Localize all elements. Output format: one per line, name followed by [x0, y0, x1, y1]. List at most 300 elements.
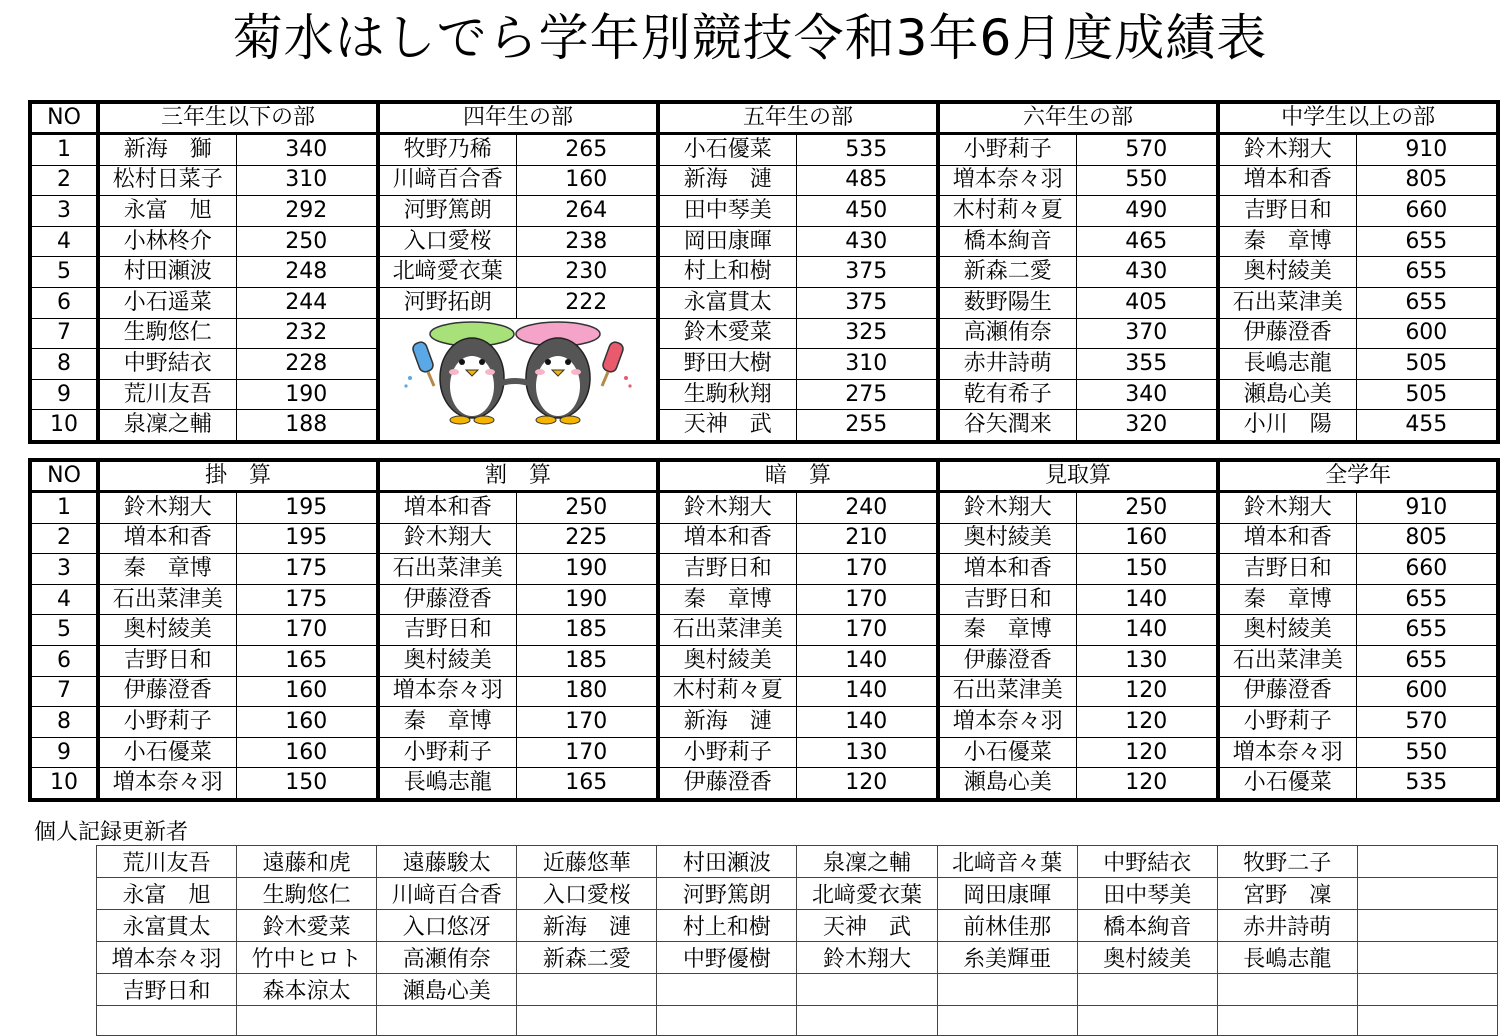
no-header: NO	[30, 102, 98, 134]
record-holder-name: 永富貫太	[97, 910, 237, 942]
student-name: 石出菜津美	[1218, 287, 1356, 318]
record-holder-name: 中野優樹	[657, 942, 797, 974]
score: 310	[236, 165, 378, 196]
record-holder-name	[97, 1006, 237, 1036]
score: 230	[516, 257, 658, 288]
rank-number: 10	[30, 410, 98, 442]
score: 185	[516, 615, 658, 646]
student-name: 増本和香	[938, 554, 1076, 585]
record-holder-name: 泉凜之輔	[797, 846, 937, 878]
score: 195	[236, 523, 378, 554]
student-name: 小野莉子	[938, 134, 1076, 166]
score: 310	[796, 349, 938, 380]
student-name: 秦 章博	[1218, 226, 1356, 257]
student-name: 伊藤澄香	[378, 584, 516, 615]
score: 485	[796, 165, 938, 196]
table-row	[30, 349, 1498, 380]
score: 170	[796, 554, 938, 585]
student-name: 鈴木翔大	[378, 523, 516, 554]
popsicle-left-icon	[404, 341, 434, 388]
score: 600	[1356, 318, 1498, 349]
score: 340	[236, 134, 378, 166]
score: 910	[1356, 134, 1498, 166]
record-holders-table	[96, 845, 1498, 1036]
student-name: 小石優菜	[658, 134, 796, 166]
student-name: 鈴木翔大	[1218, 492, 1356, 524]
score: 140	[796, 645, 938, 676]
record-holder-name	[377, 1006, 517, 1036]
score: 455	[1356, 410, 1498, 442]
student-name: 永富 旭	[98, 196, 236, 227]
page-title: 菊水はしでら学年別競技令和3年6月度成績表	[232, 9, 1268, 67]
student-name: 入口愛桜	[378, 226, 516, 257]
student-name: 奥村綾美	[378, 645, 516, 676]
student-name: 鈴木翔大	[938, 492, 1076, 524]
student-name: 長嶋志龍	[378, 768, 516, 800]
student-name: 谷矢潤来	[938, 410, 1076, 442]
score: 170	[236, 615, 378, 646]
rank-number: 8	[30, 349, 98, 380]
popsicle-right-icon	[601, 341, 631, 388]
score: 130	[1076, 645, 1218, 676]
rank-number: 8	[30, 707, 98, 738]
score: 222	[516, 287, 658, 318]
score: 375	[796, 287, 938, 318]
score: 160	[236, 676, 378, 707]
student-name: 吉野日和	[378, 615, 516, 646]
score: 535	[1356, 768, 1498, 800]
record-holder-name	[1357, 942, 1497, 974]
score: 140	[796, 707, 938, 738]
table-row	[30, 676, 1498, 707]
score: 465	[1076, 226, 1218, 257]
table-row	[30, 615, 1498, 646]
table-row	[30, 410, 1498, 442]
table-row	[30, 768, 1498, 800]
student-name: 高瀬侑奈	[938, 318, 1076, 349]
score: 225	[516, 523, 658, 554]
score: 160	[516, 165, 658, 196]
score: 805	[1356, 523, 1498, 554]
table-row	[30, 523, 1498, 554]
score: 120	[1076, 768, 1218, 800]
score: 450	[796, 196, 938, 227]
rank-number: 1	[30, 134, 98, 166]
record-holder-name: 村上和樹	[657, 910, 797, 942]
subject-ranking-table	[28, 458, 1500, 802]
score: 160	[1076, 523, 1218, 554]
column-header: 見取算	[938, 460, 1218, 492]
student-name: 長嶋志龍	[1218, 349, 1356, 380]
student-name: 石出菜津美	[1218, 645, 1356, 676]
table-row	[30, 196, 1498, 227]
record-holder-name: 吉野日和	[97, 974, 237, 1006]
student-name: 村上和樹	[658, 257, 796, 288]
student-name: 荒川友吾	[98, 379, 236, 410]
score: 175	[236, 554, 378, 585]
score: 655	[1356, 615, 1498, 646]
student-name: 増本和香	[378, 492, 516, 524]
score: 405	[1076, 287, 1218, 318]
student-name: 小野莉子	[658, 737, 796, 768]
student-name: 河野拓朗	[378, 287, 516, 318]
score: 120	[1076, 707, 1218, 738]
student-name: 増本和香	[658, 523, 796, 554]
student-name: 増本奈々羽	[1218, 737, 1356, 768]
record-holder-name: 川﨑百合香	[377, 878, 517, 910]
rank-number: 1	[30, 492, 98, 524]
student-name: 北﨑愛衣葉	[378, 257, 516, 288]
record-holder-name: 入口愛桜	[517, 878, 657, 910]
record-holder-name: 中野結衣	[1077, 846, 1217, 878]
score: 165	[236, 645, 378, 676]
score: 550	[1076, 165, 1218, 196]
table-row	[30, 737, 1498, 768]
header-row	[30, 102, 1498, 134]
score: 375	[796, 257, 938, 288]
student-name: 村田瀬波	[98, 257, 236, 288]
record-holder-name	[1357, 910, 1497, 942]
student-name: 橋本絢音	[938, 226, 1076, 257]
rank-number: 3	[30, 554, 98, 585]
column-header: 全学年	[1218, 460, 1498, 492]
student-name: 乾有希子	[938, 379, 1076, 410]
rank-number: 6	[30, 287, 98, 318]
record-holder-name: 宮野 凜	[1217, 878, 1357, 910]
record-holder-name: 糸美輝亜	[937, 942, 1077, 974]
student-name: 増本奈々羽	[98, 768, 236, 800]
rank-number: 5	[30, 615, 98, 646]
student-name: 増本和香	[98, 523, 236, 554]
rank-number: 2	[30, 523, 98, 554]
record-holder-name: 入口悠冴	[377, 910, 517, 942]
student-name: 河野篤朗	[378, 196, 516, 227]
score: 600	[1356, 676, 1498, 707]
record-holder-name: 田中琴美	[1077, 878, 1217, 910]
column-header: 五年生の部	[658, 102, 938, 134]
record-holder-name	[1357, 1006, 1497, 1036]
score: 248	[236, 257, 378, 288]
record-row	[97, 846, 1498, 878]
student-name: 野田大樹	[658, 349, 796, 380]
record-holder-name	[1077, 974, 1217, 1006]
score: 130	[796, 737, 938, 768]
penguin-left-icon	[430, 322, 514, 424]
student-name: 新海 漣	[658, 165, 796, 196]
record-holder-name: 河野篤朗	[657, 878, 797, 910]
student-name: 増本和香	[1218, 523, 1356, 554]
student-name: 牧野乃稀	[378, 134, 516, 166]
record-holder-name: 生駒悠仁	[237, 878, 377, 910]
record-holder-name: 北﨑愛衣葉	[797, 878, 937, 910]
student-name: 増本奈々羽	[938, 707, 1076, 738]
student-name: 薮野陽生	[938, 287, 1076, 318]
student-name: 松村日菜子	[98, 165, 236, 196]
student-name: 吉野日和	[938, 584, 1076, 615]
student-name: 小林柊介	[98, 226, 236, 257]
student-name: 小石遥菜	[98, 287, 236, 318]
column-header: 中学生以上の部	[1218, 102, 1498, 134]
score: 655	[1356, 584, 1498, 615]
student-name: 秦 章博	[1218, 584, 1356, 615]
record-holder-name: 牧野二子	[1217, 846, 1357, 878]
rank-number: 7	[30, 318, 98, 349]
score: 655	[1356, 257, 1498, 288]
no-header: NO	[30, 460, 98, 492]
student-name: 吉野日和	[1218, 196, 1356, 227]
grade-ranking-table	[28, 100, 1500, 444]
record-row	[97, 878, 1498, 910]
table-row	[30, 645, 1498, 676]
record-holder-name	[657, 974, 797, 1006]
score: 320	[1076, 410, 1218, 442]
record-holder-name: 瀬島心美	[377, 974, 517, 1006]
student-name: 木村莉々夏	[938, 196, 1076, 227]
score: 910	[1356, 492, 1498, 524]
table-row	[30, 226, 1498, 257]
score: 170	[796, 615, 938, 646]
record-holder-name: 増本奈々羽	[97, 942, 237, 974]
score: 195	[236, 492, 378, 524]
student-name: 伊藤澄香	[1218, 676, 1356, 707]
record-holder-name: 新海 漣	[517, 910, 657, 942]
student-name: 伊藤澄香	[658, 768, 796, 800]
score: 660	[1356, 196, 1498, 227]
student-name: 新海 漣	[658, 707, 796, 738]
score: 120	[1076, 676, 1218, 707]
records-label: 個人記録更新者	[34, 820, 189, 845]
student-name: 奥村綾美	[658, 645, 796, 676]
score: 170	[516, 707, 658, 738]
record-holder-name: 鈴木愛菜	[237, 910, 377, 942]
student-name: 伊藤澄香	[1218, 318, 1356, 349]
student-name: 瀬島心美	[1218, 379, 1356, 410]
score: 120	[796, 768, 938, 800]
column-header: 掛 算	[98, 460, 378, 492]
rank-number: 10	[30, 768, 98, 800]
score: 185	[516, 645, 658, 676]
record-row	[97, 910, 1498, 942]
record-holder-name	[937, 974, 1077, 1006]
record-holder-name: 新森二愛	[517, 942, 657, 974]
table-row	[30, 134, 1498, 166]
record-holder-name: 高瀬侑奈	[377, 942, 517, 974]
score: 165	[516, 768, 658, 800]
score: 570	[1076, 134, 1218, 166]
table-row	[30, 492, 1498, 524]
student-name: 田中琴美	[658, 196, 796, 227]
rank-number: 6	[30, 645, 98, 676]
record-holder-name: 天神 武	[797, 910, 937, 942]
student-name: 岡田康暉	[658, 226, 796, 257]
score: 150	[1076, 554, 1218, 585]
score: 228	[236, 349, 378, 380]
score: 140	[796, 676, 938, 707]
record-holder-name	[797, 1006, 937, 1036]
score: 570	[1356, 707, 1498, 738]
record-holder-name: 荒川友吾	[97, 846, 237, 878]
table-row	[30, 165, 1498, 196]
student-name: 泉凜之輔	[98, 410, 236, 442]
rank-number: 4	[30, 226, 98, 257]
score: 805	[1356, 165, 1498, 196]
record-row	[97, 1006, 1498, 1036]
score: 340	[1076, 379, 1218, 410]
score: 175	[236, 584, 378, 615]
record-holder-name	[1357, 878, 1497, 910]
score: 250	[1076, 492, 1218, 524]
student-name: 小野莉子	[1218, 707, 1356, 738]
score: 655	[1356, 645, 1498, 676]
score: 190	[516, 554, 658, 585]
record-holder-name	[797, 974, 937, 1006]
student-name: 新海 獅	[98, 134, 236, 166]
rank-number: 4	[30, 584, 98, 615]
student-name: 石出菜津美	[658, 615, 796, 646]
student-name: 瀬島心美	[938, 768, 1076, 800]
table-row	[30, 379, 1498, 410]
score: 265	[516, 134, 658, 166]
record-row	[97, 974, 1498, 1006]
record-holder-name	[517, 974, 657, 1006]
score: 160	[236, 707, 378, 738]
score: 170	[796, 584, 938, 615]
score: 210	[796, 523, 938, 554]
record-holder-name	[1077, 1006, 1217, 1036]
student-name: 生駒秋翔	[658, 379, 796, 410]
score: 430	[1076, 257, 1218, 288]
score: 490	[1076, 196, 1218, 227]
record-holder-name	[657, 1006, 797, 1036]
score: 170	[516, 737, 658, 768]
student-name: 鈴木翔大	[1218, 134, 1356, 166]
record-holder-name: 村田瀬波	[657, 846, 797, 878]
student-name: 吉野日和	[98, 645, 236, 676]
record-holder-name	[237, 1006, 377, 1036]
score: 238	[516, 226, 658, 257]
student-name: 小石優菜	[98, 737, 236, 768]
rank-number: 9	[30, 379, 98, 410]
student-name: 奥村綾美	[98, 615, 236, 646]
score: 244	[236, 287, 378, 318]
column-header: 割 算	[378, 460, 658, 492]
student-name: 赤井詩萌	[938, 349, 1076, 380]
record-holder-name: 遠藤駿太	[377, 846, 517, 878]
record-holder-name: 奥村綾美	[1077, 942, 1217, 974]
record-holder-name	[1357, 846, 1497, 878]
student-name: 伊藤澄香	[98, 676, 236, 707]
student-name: 奥村綾美	[1218, 615, 1356, 646]
score: 292	[236, 196, 378, 227]
score: 275	[796, 379, 938, 410]
student-name: 小野莉子	[98, 707, 236, 738]
record-holder-name	[937, 1006, 1077, 1036]
score: 550	[1356, 737, 1498, 768]
student-name: 秦 章博	[658, 584, 796, 615]
score: 355	[1076, 349, 1218, 380]
student-name: 小川 陽	[1218, 410, 1356, 442]
record-holder-name	[1357, 974, 1497, 1006]
score: 140	[1076, 615, 1218, 646]
score: 140	[1076, 584, 1218, 615]
penguins-illustration	[380, 312, 656, 428]
score: 660	[1356, 554, 1498, 585]
score: 535	[796, 134, 938, 166]
score: 160	[236, 737, 378, 768]
student-name: 秦 章博	[378, 707, 516, 738]
rank-number: 3	[30, 196, 98, 227]
score: 250	[516, 492, 658, 524]
rank-number: 7	[30, 676, 98, 707]
table-row	[30, 318, 1498, 349]
record-holder-name: 遠藤和虎	[237, 846, 377, 878]
student-name: 中野結衣	[98, 349, 236, 380]
student-name: 吉野日和	[658, 554, 796, 585]
table-row	[30, 584, 1498, 615]
student-name: 秦 章博	[98, 554, 236, 585]
column-header: 四年生の部	[378, 102, 658, 134]
student-name: 小石優菜	[1218, 768, 1356, 800]
header-row	[30, 460, 1498, 492]
score: 505	[1356, 379, 1498, 410]
column-header: 暗 算	[658, 460, 938, 492]
student-name: 奥村綾美	[938, 523, 1076, 554]
student-name: 天神 武	[658, 410, 796, 442]
record-holder-name: 赤井詩萌	[1217, 910, 1357, 942]
student-name: 伊藤澄香	[938, 645, 1076, 676]
table-row	[30, 287, 1498, 318]
student-name: 永富貫太	[658, 287, 796, 318]
student-name: 増本奈々羽	[938, 165, 1076, 196]
score: 655	[1356, 287, 1498, 318]
record-holder-name	[517, 1006, 657, 1036]
score: 120	[1076, 737, 1218, 768]
score: 190	[236, 379, 378, 410]
student-name: 鈴木翔大	[658, 492, 796, 524]
student-name: 新森二愛	[938, 257, 1076, 288]
record-row	[97, 942, 1498, 974]
score: 325	[796, 318, 938, 349]
record-holder-name: 北﨑音々葉	[937, 846, 1077, 878]
score: 430	[796, 226, 938, 257]
score: 232	[236, 318, 378, 349]
student-name: 石出菜津美	[378, 554, 516, 585]
table-row	[30, 707, 1498, 738]
score: 240	[796, 492, 938, 524]
score: 505	[1356, 349, 1498, 380]
record-holder-name: 長嶋志龍	[1217, 942, 1357, 974]
rank-number: 5	[30, 257, 98, 288]
score: 150	[236, 768, 378, 800]
student-name: 奥村綾美	[1218, 257, 1356, 288]
student-name: 川﨑百合香	[378, 165, 516, 196]
score: 255	[796, 410, 938, 442]
record-holder-name: 鈴木翔大	[797, 942, 937, 974]
record-holder-name: 森本涼太	[237, 974, 377, 1006]
rank-number: 2	[30, 165, 98, 196]
student-name: 小野莉子	[378, 737, 516, 768]
score: 655	[1356, 226, 1498, 257]
score: 180	[516, 676, 658, 707]
student-name: 吉野日和	[1218, 554, 1356, 585]
score: 188	[236, 410, 378, 442]
record-holder-name	[1217, 1006, 1357, 1036]
record-holder-name: 永富 旭	[97, 878, 237, 910]
record-holder-name: 橋本絢音	[1077, 910, 1217, 942]
student-name: 鈴木翔大	[98, 492, 236, 524]
table-row	[30, 257, 1498, 288]
record-holder-name: 岡田康暉	[937, 878, 1077, 910]
